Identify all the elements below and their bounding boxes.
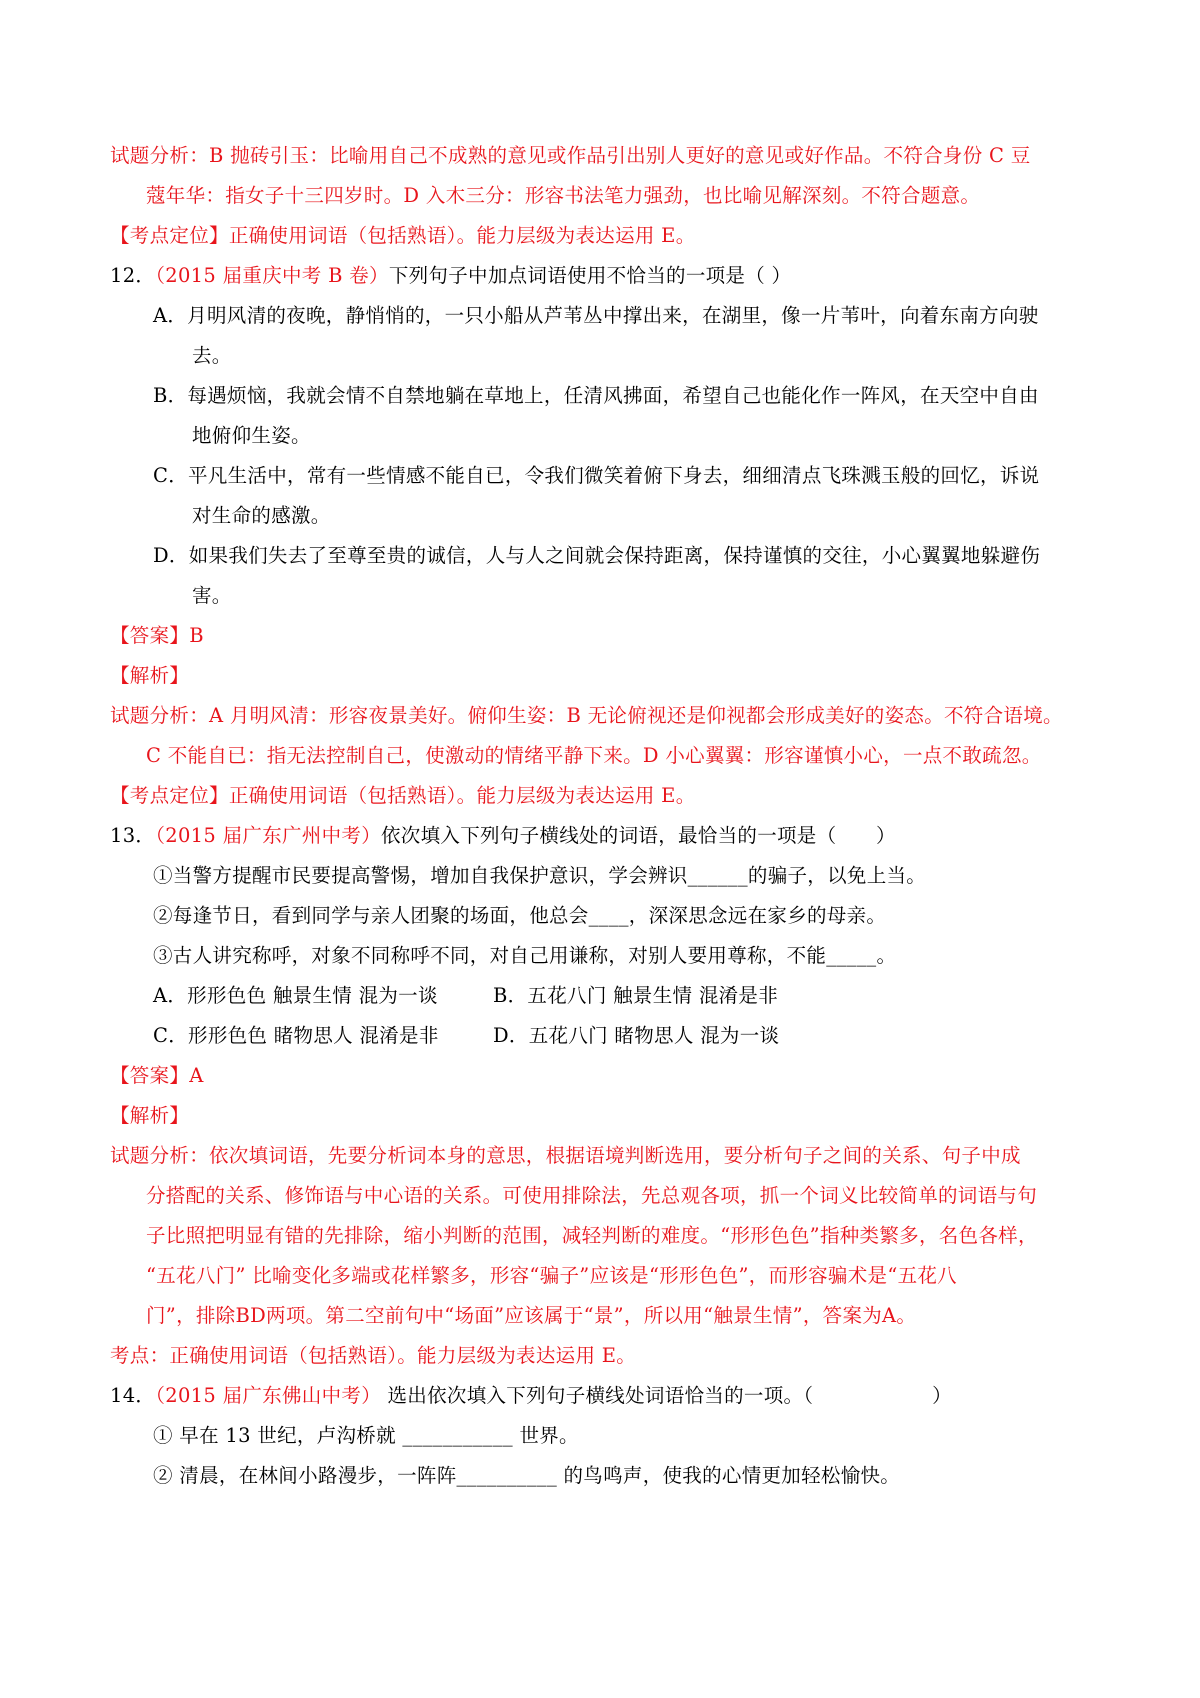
kaodian-line	[110, 224, 696, 248]
kaodian-text: 正确使用词语（包括熟语）。能力层级为表达运用 E。	[228, 224, 696, 247]
analysis-line: 蔻年华：指女子十三四岁时。D 入木三分：形容书法笔力强劲，也比喻见解深刻。不符合题意。	[146, 184, 981, 207]
analysis-line: 门”，排除BD两项。第二空前句中“场面”应该属于“景”，所以用“触景生情”，答案为A。	[146, 1304, 917, 1327]
option-d: D．五花八门 睹物思人 混为一谈	[493, 1024, 780, 1047]
analysis-line: 子比照把明显有错的先排除，缩小判断的范围，减轻判断的难度。“形形色色”指种类繁多，名色各样，	[146, 1224, 1038, 1247]
sentence-3: ③古人讲究称呼，对象不同称呼不同，对自己用谦称，对别人要用尊称，不能_____。	[153, 944, 897, 967]
question-source: （2015 届广东广州中考）	[155, 824, 381, 847]
sentence-1: ①当警方提醒市民要提高警惕，增加自我保护意识，学会辨识______的骗子，以免上当。	[153, 864, 927, 887]
analysis-line: 试题分析：A 月明风清：形容夜景美好。俯仰生姿：B 无论俯视还是仰视都会形成美好的姿态。不符合语境。	[110, 704, 1063, 727]
analysis-line: 试题分析：依次填词语，先要分析词本身的意思，根据语境判断选用，要分析句子之间的关系、句子中成	[110, 1144, 1021, 1167]
answer-value: B	[189, 624, 204, 647]
option-a: A．形形色色 触景生情 混为一谈	[153, 984, 438, 1007]
question-text: 下列句子中加点词语使用不恰当的一项是（ ）	[388, 264, 792, 287]
question-13-stem	[110, 824, 896, 848]
kaodian-tag: 【考点定位】	[110, 224, 229, 247]
jiexi-heading: 【解析】	[110, 1104, 190, 1127]
question-14-stem	[110, 1384, 952, 1408]
question-number: 14．	[110, 1384, 156, 1407]
answer-tag: 【答案】	[110, 624, 190, 647]
analysis-line: 分搭配的关系、修饰语与中心语的关系。可使用排除法，先总观各项，抓一个词义比较简单的词语与句	[146, 1184, 1038, 1207]
option-b-line-1: B．每遇烦恼，我就会情不自禁地躺在草地上，任清风拂面，希望自己也能化作一阵风，在天空中自由	[153, 384, 1039, 407]
options-row-1	[153, 984, 778, 1008]
answer-line	[110, 1064, 204, 1088]
option-b-line-2: 地俯仰生姿。	[192, 424, 311, 447]
jiexi-heading: 【解析】	[110, 664, 190, 687]
kaodian-text: 正确使用词语（包括熟语）。能力层级为表达运用 E。	[228, 784, 696, 807]
question-source: （2015 届广东佛山中考）	[155, 1384, 381, 1407]
question-12-stem	[110, 264, 791, 288]
sentence-1: ① 早在 13 世纪，卢沟桥就 ___________ 世界。	[153, 1424, 579, 1447]
options-row-2	[153, 1024, 779, 1048]
kaodian-line	[110, 784, 696, 808]
option-a-line-2: 去。	[192, 344, 232, 367]
kaodian-text: 正确使用词语（包括熟语）。能力层级为表达运用 E。	[169, 1344, 637, 1367]
question-number: 13．	[110, 824, 156, 847]
answer-tag: 【答案】	[110, 1064, 190, 1087]
analysis-line: C 不能自已：指无法控制自己，使激动的情绪平静下来。D 小心翼翼：形容谨慎小心，一点不敢疏忽。	[146, 744, 1042, 767]
answer-value: A	[189, 1064, 204, 1087]
option-c-line-2: 对生命的感激。	[192, 504, 331, 527]
option-a-line-1: A．月明风清的夜晚，静悄悄的，一只小船从芦苇丛中撑出来，在湖里，像一片苇叶，向着东南方向驶	[153, 304, 1039, 327]
sentence-2: ②每逢节日，看到同学与亲人团聚的场面，他总会____，深深思念远在家乡的母亲。	[153, 904, 887, 927]
question-text: 选出依次填入下列句子横线处词语恰当的一项。（ ）	[381, 1384, 952, 1407]
option-d-line-1: D．如果我们失去了至尊至贵的诚信，人与人之间就会保持距离，保持谨慎的交往，小心翼翼地躲避伤	[153, 544, 1041, 567]
option-b: B．五花八门 触景生情 混淆是非	[493, 984, 779, 1007]
option-d-line-2: 害。	[192, 584, 232, 607]
option-c: C．形形色色 睹物思人 混淆是非	[153, 1024, 439, 1047]
kaodian-tag: 考点：	[110, 1344, 170, 1367]
analysis-line: “五花八门” 比喻变化多端或花样繁多，形容“骗子”应该是“形形色色”，而形容骗术是“五花八	[146, 1264, 957, 1287]
sentence-2: ② 清晨，在林间小路漫步，一阵阵__________ 的鸟鸣声，使我的心情更加轻松愉快。	[153, 1464, 901, 1487]
kaodian-tag: 【考点定位】	[110, 784, 229, 807]
question-source: （2015 届重庆中考 B 卷）	[155, 264, 389, 287]
question-text: 依次填入下列句子横线处的词语，最恰当的一项是（ ）	[381, 824, 896, 847]
kaodian-line	[110, 1344, 636, 1368]
option-c-line-1: C．平凡生活中，常有一些情感不能自已，令我们微笑着俯下身去，细细清点飞珠溅玉般的回忆，诉说	[153, 464, 1040, 487]
question-number: 12．	[110, 264, 156, 287]
answer-line	[110, 624, 204, 648]
analysis-line: 试题分析：B 抛砖引玉：比喻用自己不成熟的意见或作品引出别人更好的意见或好作品。不符合身份 C 豆	[110, 144, 1031, 167]
